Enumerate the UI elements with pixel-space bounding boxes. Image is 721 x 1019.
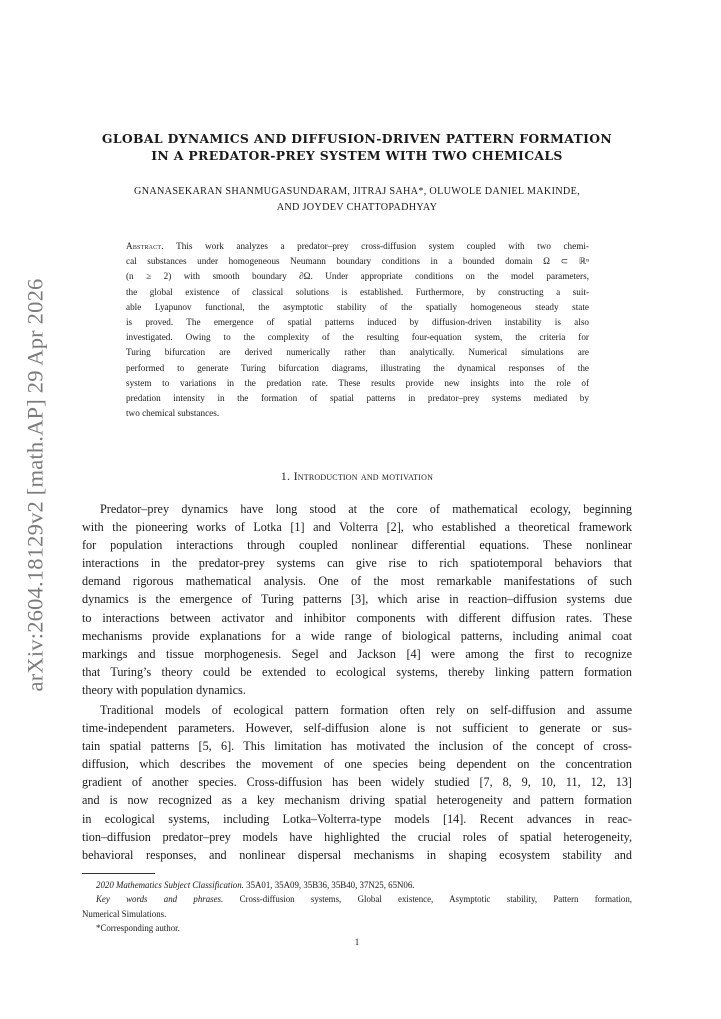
abstract-line: predation intensity in the formation of spatial patterns in predator–prey systems mediated by [126,392,589,403]
paragraph-line: behavioral responses, and nonlinear dispersal mechanisms in shaping ecosystem stability and [82,847,632,862]
paragraph-line: for population interactions through coupled nonlinear differential equations. These nonlinear [82,538,632,553]
footnote-keywords-cont: Numerical Simulations. [82,908,167,919]
paragraph-line: theory with population dynamics. [82,682,246,697]
abstract-line: (n ≥ 2) with smooth boundary ∂Ω. Under appropriate conditions on the model parameters, [126,271,589,282]
paper-title [80,130,634,164]
abstract-line-0 [126,239,589,254]
arxiv-identifier-text: arXiv:2604.18129v2 [math.AP] 29 Apr 2026 [22,278,47,691]
arxiv-identifier-stamp [16,278,54,691]
abstract-line: is proved. The emergence of spatial patterns induced by diffusion-driven instability is also [126,316,589,327]
title-line-2: IN A PREDATOR-PREY SYSTEM WITH TWO CHEMICALS [151,148,563,163]
abstract-heading: Abstract. [126,241,164,251]
paragraph-line: with the pioneering works of Lotka [1] and Volterra [2], who established a theoretical framework [82,520,632,535]
authors-line-1: GNANASEKARAN SHANMUGASUNDARAM, JITRAJ SAHA*, OLUWOLE DANIEL MAKINDE, [134,186,580,197]
paragraph-line: time-independent parameters. However, self-diffusion alone is not sufficient to generate or sus- [82,721,632,736]
footnote-keywords [82,892,632,906]
page-number: 1 [354,937,360,947]
abstract-line: performed to generate Turing bifurcation diagrams, illustrating the dynamical responses of the [126,362,589,373]
paragraph-line: tion–diffusion predator–prey models have highlighted the crucial roles of spatial heterogeneity, [82,829,632,844]
paragraph-line: that Turing’s theory could be extended to ecological systems, thereby linking pattern formation [82,664,632,679]
msc-value: 35A01, 35A09, 35B36, 35B40, 37N25, 65N06. [246,880,415,890]
footnote-msc [82,878,632,892]
paragraph-line: interactions in the predator-prey systems can give rise to rich spatiotemporal behaviors that [82,556,632,571]
paragraph-line: Traditional models of ecological pattern formation often rely on self-diffusion and assume [100,703,632,717]
author-list [80,184,634,216]
section-heading [80,470,634,483]
abstract-line: two chemical substances. [126,408,220,419]
abstract-line: investigated. Owing to the complexity of the resulting four-equation system, the criteria for [126,332,589,343]
abstract-line: system to variations in the predation rate. These results provide new insights into the role of [126,377,589,388]
abstract-line: the global existence of classical solutions is established. Furthermore, by constructing a suit- [126,286,589,297]
footnote-corresponding: *Corresponding author. [96,923,180,934]
paragraph-line: tain spatial patterns [5, 6]. This limitation has motivated the inclusion of the concept of cross- [82,739,632,754]
authors-line-2: AND JOYDEV CHATTOPADHYAY [276,202,438,213]
keywords-label: Key words and phrases. [96,894,224,905]
paragraph-line: mechanisms provide explanations for a wide range of biological patterns, including animal coat [82,628,632,643]
footnotes [82,878,632,936]
paragraph-line: demand rigorous mathematical analysis. One of the most remarkable manifestations of such [82,574,632,589]
paragraph-line: dynamics is the emergence of Turing patterns [3], which arise in reaction–diffusion systems due [82,592,632,607]
paragraph-line: gradient of another species. Cross-diffusion has been widely studied [7, 8, 9, 10, 11, 12, 13] [82,775,632,790]
abstract [126,239,589,421]
paragraph-line: to interactions between activator and inhibitor components with different diffusion rates. These [82,610,632,625]
msc-label: 2020 Mathematics Subject Classification. [96,880,244,890]
section-title: Introduction and motivation [293,470,434,483]
paragraph-2 [82,701,632,864]
keywords-value: Cross-diffusion systems, Global existence, Asymptotic stability, Pattern formation, [239,894,633,905]
paragraph-line: markings and tissue morphogenesis. Segel and Jackson [4] were among the first to recognize [82,646,632,661]
paragraph-line: in ecological systems, including Lotka–Volterra-type models [14]. Recent advances in reac- [82,811,632,826]
paragraph-line: and is now recognized as a key mechanism driving spatial heterogeneity and pattern formation [82,793,632,808]
footnote-divider [82,873,155,874]
abstract-line: able Lyapunov functional, the asymptotic stability of the spatially homogeneous steady state [126,301,589,312]
paragraph-1 [82,500,632,699]
paragraph-line: Predator–prey dynamics have long stood at the core of mathematical ecology, beginning [100,502,632,516]
section-number: 1. [280,470,291,483]
title-line-1: GLOBAL DYNAMICS AND DIFFUSION-DRIVEN PATTERN FORMATION [101,131,613,146]
abstract-line: cal substances under homogeneous Neumann boundary conditions in a bounded domain Ω ⊂ ℝⁿ [126,256,589,267]
paragraph-line: diffusion, which describes the movement of one species being dependent on the concentration [82,757,632,772]
abstract-line: Turing bifurcation are derived numerically rather than analytically. Numerical simulations are [126,347,589,358]
abstract-text: This work analyzes a predator–prey cross-diffusion system coupled with two chemi- [176,241,589,251]
